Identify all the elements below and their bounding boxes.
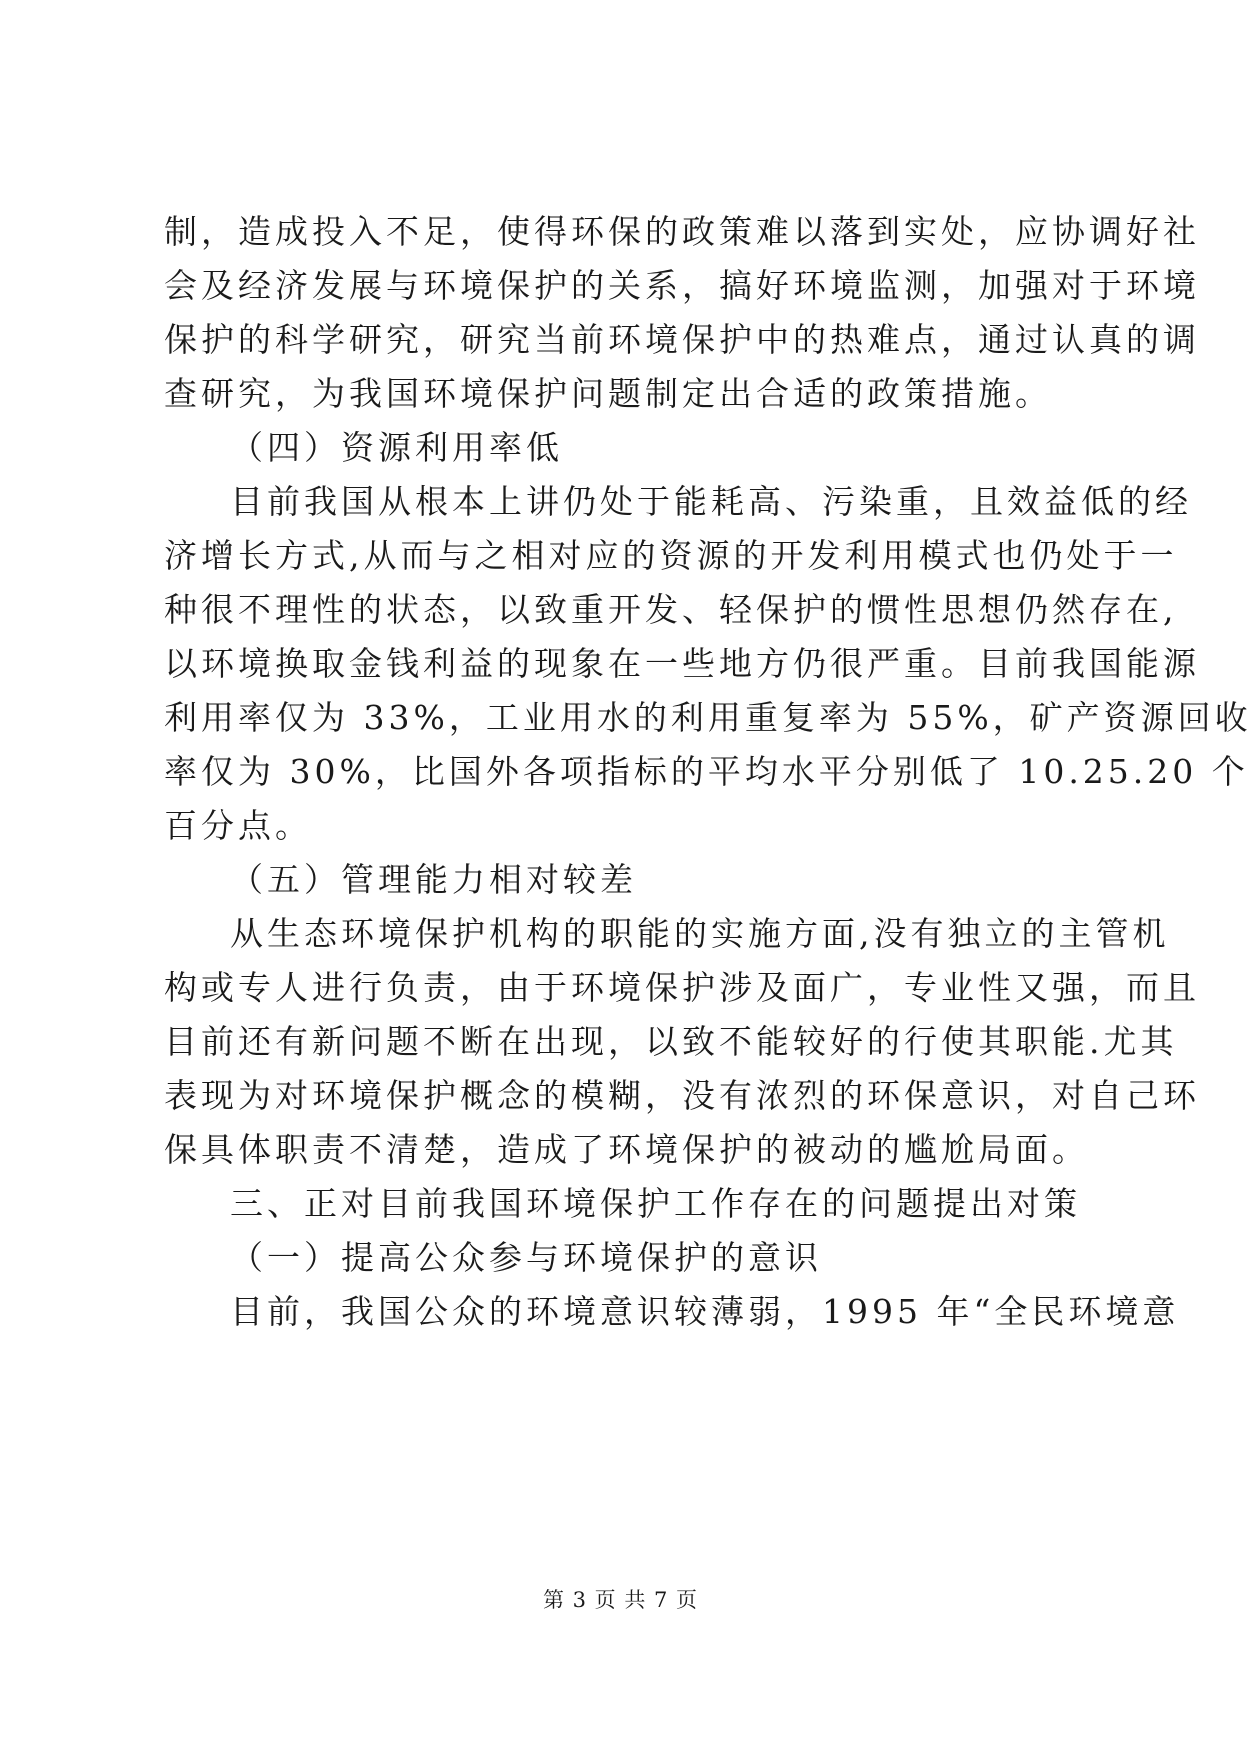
section-heading: （五）管理能力相对较差 [230,860,637,899]
paragraph-line: 构或专人进行负责，由于环境保护涉及面广，专业性又强，而且 [164,968,1200,1007]
paragraph-line: 目前，我国公众的环境意识较薄弱，1995 年“全民环境意 [230,1292,1180,1331]
paragraph-line: 利用率仅为 33%，工业用水的利用重复率为 55%，矿产资源回收 [164,698,1252,737]
section-heading: （四）资源利用率低 [230,428,563,467]
paragraph-line: 会及经济发展与环境保护的关系，搞好环境监测，加强对于环境 [164,266,1200,305]
paragraph-line: 保护的科学研究，研究当前环境保护中的热难点，通过认真的调 [164,320,1200,359]
paragraph-line: 百分点。 [164,806,312,845]
paragraph-line: 目前还有新问题不断在出现，以致不能较好的行使其职能.尤其 [164,1022,1178,1061]
paragraph-line: 查研究，为我国环境保护问题制定出合适的政策措施。 [164,374,1052,413]
paragraph-line: 表现为对环境保护概念的模糊，没有浓烈的环保意识，对自己环 [164,1076,1200,1115]
section-heading: 三、正对目前我国环境保护工作存在的问题提出对策 [230,1184,1081,1223]
paragraph-line: 种很不理性的状态，以致重开发、轻保护的惯性思想仍然存在, [164,590,1178,629]
paragraph-line: 目前我国从根本上讲仍处于能耗高、污染重，且效益低的经 [230,482,1192,521]
paragraph-line: 以环境换取金钱利益的现象在一些地方仍很严重。目前我国能源 [164,644,1200,683]
section-heading: （一）提高公众参与环境保护的意识 [230,1238,822,1277]
paragraph-line: 从生态环境保护机构的职能的实施方面,没有独立的主管机 [230,914,1170,953]
paragraph-line: 制，造成投入不足，使得环保的政策难以落到实处，应协调好社 [164,212,1200,251]
paragraph-line: 保具体职责不清楚，造成了环境保护的被动的尴尬局面。 [164,1130,1089,1169]
paragraph-line: 济增长方式,从而与之相对应的资源的开发利用模式也仍处于一 [164,536,1178,575]
paragraph-line: 率仅为 30%，比国外各项指标的平均水平分别低了 10.25.20 个 [164,752,1249,791]
page-number: 第 3 页 共 7 页 [542,1588,699,1612]
